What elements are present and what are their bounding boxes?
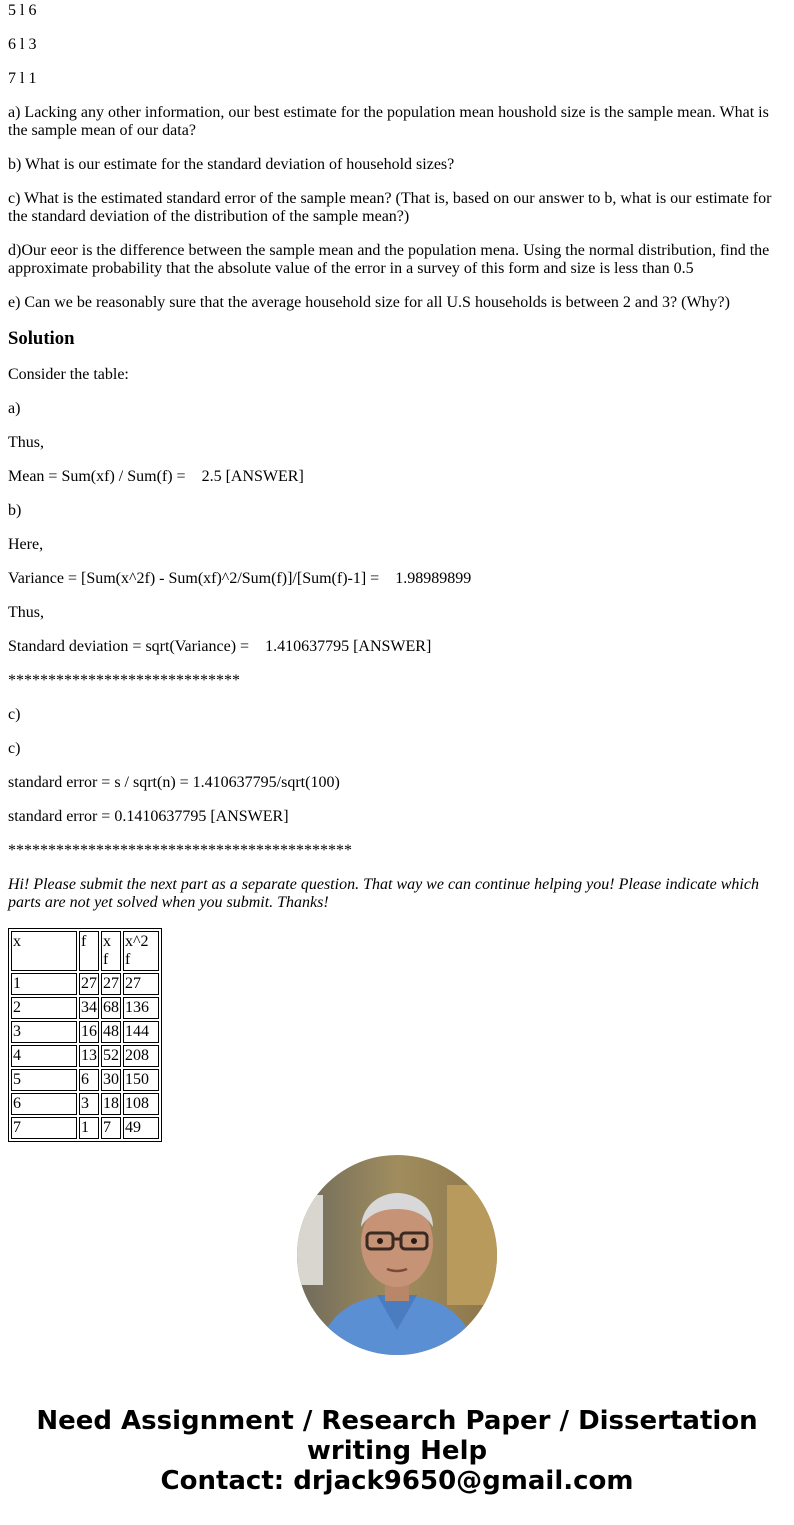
here-text: Here, — [8, 536, 44, 553]
frequency-table — [8, 928, 162, 1142]
table-cell: 6 — [79, 1069, 99, 1091]
table-cell: 68 — [101, 997, 121, 1019]
table-header-row — [11, 931, 159, 971]
question-d: d)Our eeor is the difference between the sample mean and the population mena. Using the normal distribution, find the approximate probability that the absolute value of the error in a survey of this form and size is less than 0.5 — [8, 242, 770, 277]
promo-banner — [0, 1406, 794, 1496]
table-cell: 136 — [123, 997, 159, 1019]
table-row — [11, 1117, 159, 1139]
table-cell: 49 — [123, 1117, 159, 1139]
variance-line: Variance = [Sum(x^2f) - Sum(xf)^2/Sum(f)]/[Sum(f)-1] = 1.98989899 — [8, 570, 472, 587]
part-b-label: b) — [8, 502, 22, 519]
table-cell: 6 — [11, 1093, 77, 1115]
question-a: a) Lacking any other information, our best estimate for the population mean houshold size is the sample mean. What is the sample mean of our data? — [8, 104, 769, 139]
table-row — [11, 1021, 159, 1043]
se-answer: standard error = 0.1410637795 [ANSWER] — [8, 808, 289, 825]
part-a-label: a) — [8, 400, 21, 417]
table-cell: 208 — [123, 1045, 159, 1067]
table-cell: 27 — [123, 973, 159, 995]
banner-line-1: Need Assignment / Research Paper / Dissertation — [36, 1406, 758, 1436]
table-cell: 1 — [11, 973, 77, 995]
table-cell: 7 — [101, 1117, 121, 1139]
table-cell: 108 — [123, 1093, 159, 1115]
mean-answer: Mean = Sum(xf) / Sum(f) = 2.5 [ANSWER] — [8, 468, 304, 485]
table-cell: 18 — [101, 1093, 121, 1115]
stem-leaf-row-5: 5 l 6 — [8, 2, 37, 19]
sd-answer: Standard deviation = sqrt(Variance) = 1.410637795 [ANSWER] — [8, 638, 432, 655]
stem-leaf-row-6: 6 l 3 — [8, 36, 37, 53]
table-row — [11, 973, 159, 995]
table-cell: 4 — [11, 1045, 77, 1067]
tutor-portrait-icon — [297, 1155, 497, 1355]
table-cell: 30 — [101, 1069, 121, 1091]
table-cell: 1 — [79, 1117, 99, 1139]
table-cell: 16 — [79, 1021, 99, 1043]
table-cell: 27 — [101, 973, 121, 995]
table-header-cell: x f — [101, 931, 121, 971]
table-cell: 3 — [11, 1021, 77, 1043]
table-cell: 3 — [79, 1093, 99, 1115]
table-cell: 2 — [11, 997, 77, 1019]
table-cell: 48 — [101, 1021, 121, 1043]
question-e: e) Can we be reasonably sure that the average household size for all U.S households is between 2 and 3? (Why?) — [8, 294, 730, 311]
document-body — [0, 2, 794, 1142]
table-header-cell: f — [79, 931, 99, 971]
table-cell: 150 — [123, 1069, 159, 1091]
part-c-label: c) — [8, 706, 21, 723]
table-cell: 13 — [79, 1045, 99, 1067]
stem-leaf-row-7: 7 l 1 — [8, 70, 37, 87]
part-c-label-repeat: c) — [8, 740, 21, 757]
separator-stars-long: ******************************************* — [8, 842, 352, 859]
tutor-avatar — [297, 1155, 497, 1355]
table-row — [11, 997, 159, 1019]
banner-line-2: writing Help — [306, 1436, 488, 1466]
table-cell: 144 — [123, 1021, 159, 1043]
table-header-cell: x — [11, 931, 77, 971]
table-row — [11, 1093, 159, 1115]
solution-heading: Solution — [8, 328, 75, 349]
table-cell: 34 — [79, 997, 99, 1019]
table-cell: 27 — [79, 973, 99, 995]
question-c: c) What is the estimated standard error of the sample mean? (That is, based on our answer to b, what is our estimate for the standard deviation of the distribution of the sample mean?) — [8, 190, 772, 225]
question-b: b) What is our estimate for the standard deviation of household sizes? — [8, 156, 455, 173]
table-header-cell: x^2 f — [123, 931, 159, 971]
table-cell: 5 — [11, 1069, 77, 1091]
thus-text-2: Thus, — [8, 604, 44, 621]
table-row — [11, 1069, 159, 1091]
table-row — [11, 1045, 159, 1067]
help-note: Hi! Please submit the next part as a separate question. That way we can continue helping you! Please indicate which parts are not yet solved when you submit. Thanks! — [8, 876, 759, 911]
separator-stars: ***************************** — [8, 672, 240, 689]
se-formula: standard error = s / sqrt(n) = 1.410637795/sqrt(100) — [8, 774, 340, 791]
table-cell: 52 — [101, 1045, 121, 1067]
thus-text: Thus, — [8, 434, 44, 451]
table-cell: 7 — [11, 1117, 77, 1139]
consider-text: Consider the table: — [8, 366, 129, 383]
banner-contact: Contact: drjack9650@gmail.com — [160, 1466, 634, 1496]
